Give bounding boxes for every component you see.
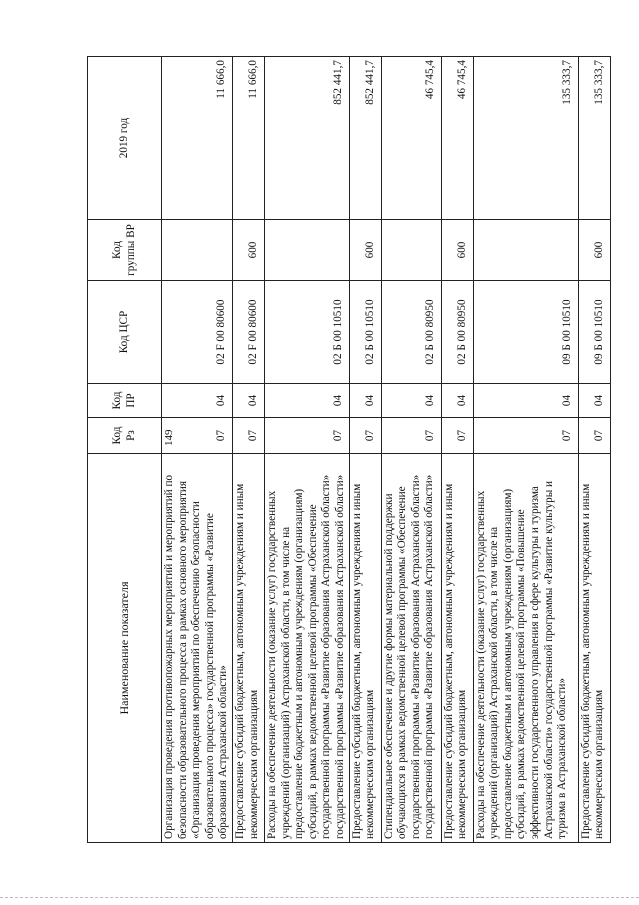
row-vr (381, 220, 441, 281)
row-vr (264, 220, 349, 281)
row-year: 135 333,7 (473, 57, 578, 220)
row-pr: 04 (578, 384, 610, 418)
row-name: Расходы на обеспечение деятельности (оказание услуг) государственных учреждений (организаций) Астраханской области, в том числе на предоставление бюджетным и автономным учреждениям (организациям) субсидий, в рамках ведомственной целевой программы «Обеспечение государственной программы «Развитие образования Астраханской области» государственной программы «Развитие образования Астраханской области» (264, 454, 349, 843)
table-row (578, 57, 610, 843)
row-year: 852 441,7 (264, 57, 349, 220)
row-pr: 04 (264, 384, 349, 418)
row-csr: 02 Б 00 10510 (264, 281, 349, 384)
row-rz: 07 (232, 418, 264, 454)
row-pr: 04 (473, 384, 578, 418)
row-rz: 07 (473, 418, 578, 454)
header-rz: Код Рз (88, 418, 162, 454)
row-pr: 04 (441, 384, 473, 418)
row-pr: 04 (349, 384, 381, 418)
row-vr: 600 (232, 220, 264, 281)
row-csr: 09 Б 00 10510 (473, 281, 578, 384)
row-rz: 07 (578, 418, 610, 454)
row-name: Предоставление субсидий бюджетным, автономным учреждениям и иным некоммерческим организациям (349, 454, 381, 843)
row-vr: 600 (441, 220, 473, 281)
header-csr: Код ЦСР (88, 281, 162, 384)
row-csr: 02 Б 00 10510 (349, 281, 381, 384)
table-row (473, 57, 578, 843)
header-pr: Код ПР (88, 384, 162, 418)
row-csr: 02 Б 00 80950 (381, 281, 441, 384)
row-rz: 07 (264, 418, 349, 454)
table-row (349, 57, 381, 843)
header-year: 2019 год (88, 57, 162, 220)
budget-table-container (87, 57, 606, 843)
row-csr: 02 F 00 80600 (162, 281, 233, 384)
row-vr: 600 (349, 220, 381, 281)
page-number: 149 (163, 429, 175, 446)
row-name: Организация проведения противопожарных мероприятий и мероприятий по безопасности образовательного процесса в рамках основного мероприятия «Организация проведения мероприятий по обеспечению безопасности образовательного процесса» государственной программы «Развитие образования Астраханской области» (162, 454, 233, 843)
row-name: Стипендиальное обеспечение и другие формы материальной поддержки обучающихся в рамках ведомственной целевой программы «Обеспечение государственной программы «Развитие образования Астраханской области» государственной программы «Развитие образования Астраханской области» (381, 454, 441, 843)
table-header-row (88, 57, 162, 843)
row-name: Предоставление субсидий бюджетным, автономным учреждениям и иным некоммерческим организациям (578, 454, 610, 843)
row-year: 11 666,0 (232, 57, 264, 220)
row-vr (162, 220, 233, 281)
budget-table (87, 56, 611, 843)
row-year: 46 745,4 (381, 57, 441, 220)
row-rz: 07 (381, 418, 441, 454)
table-row (162, 57, 233, 843)
header-name: Наименование показателя (88, 454, 162, 843)
row-rz: 07 (162, 418, 233, 454)
row-year: 11 666,0 (162, 57, 233, 220)
table-row (381, 57, 441, 843)
row-csr: 02 Б 00 80950 (441, 281, 473, 384)
row-name: Предоставление субсидий бюджетным, автономным учреждениям и иным некоммерческим организациям (441, 454, 473, 843)
row-csr: 02 F 00 80600 (232, 281, 264, 384)
page-bottom-divider (0, 897, 639, 898)
row-rz: 07 (349, 418, 381, 454)
table-row (264, 57, 349, 843)
table-row (441, 57, 473, 843)
row-name: Расходы на обеспечение деятельности (оказание услуг) государственных учреждений (организаций) Астраханской области, в том числе на предоставление бюджетным и автономным учреждениям (организациям) субсидий, в рамках ведомственной целевой программы «Повышение эффективности государственного управления в сфере культуры и туризма Астраханской области» государственной программы «Развитие культуры и туризма в Астраханской области» (473, 454, 578, 843)
row-year: 852 441,7 (349, 57, 381, 220)
row-csr: 09 Б 00 10510 (578, 281, 610, 384)
row-pr: 04 (381, 384, 441, 418)
table-row (232, 57, 264, 843)
row-vr: 600 (578, 220, 610, 281)
row-year: 135 333,7 (578, 57, 610, 220)
row-rz: 07 (441, 418, 473, 454)
row-vr (473, 220, 578, 281)
row-pr: 04 (232, 384, 264, 418)
row-pr: 04 (162, 384, 233, 418)
row-name: Предоставление субсидий бюджетным, автономным учреждениям и иным некоммерческим организациям (232, 454, 264, 843)
row-year: 46 745,4 (441, 57, 473, 220)
header-vr: Код группы ВР (88, 220, 162, 281)
